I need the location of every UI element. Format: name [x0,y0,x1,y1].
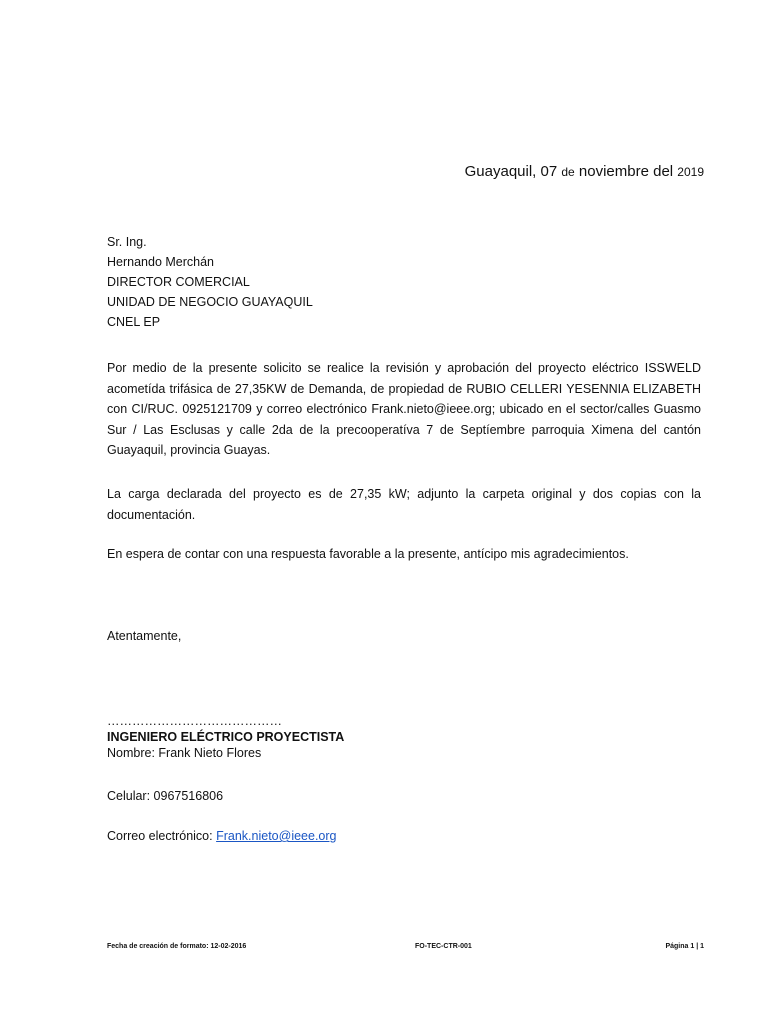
signature-name: Nombre: Frank Nieto Flores [107,746,262,760]
closing-salutation: Atentamente, [107,629,182,643]
contact-email-line [107,829,337,843]
footer-page-number: Página 1 | 1 [665,943,704,950]
addressee-company: CNEL EP [107,315,161,329]
addressee-block [107,232,313,332]
contact-email-link[interactable]: Frank.nieto@ieee.org [216,829,337,843]
date-day: 07 [540,163,558,180]
signature-line: …………………………………… [107,714,282,728]
addressee-unit: UNIDAD DE NEGOCIO GUAYAQUIL [107,295,313,309]
date-year: 2019 [677,165,704,179]
footer-created-date: Fecha de creación de formato: 12-02-2016 [107,943,247,950]
date-month: noviembre del [578,163,674,180]
addressee-position: DIRECTOR COMERCIAL [107,275,250,289]
footer-form-code: FO-TEC-CTR-001 [415,943,472,950]
contact-email-label: Correo electrónico: [107,829,213,843]
body-paragraph-thanks: En espera de contar con una respuesta favorable a la presente, antícipo mis agradecimientos. [107,547,629,561]
addressee-title: Sr. Ing. [107,235,147,249]
date-line [465,163,704,180]
date-de: de [561,165,575,179]
body-paragraph-load: La carga declarada del proyecto es de 27,35 kW; adjunto la carpeta original y dos copias con la documentación. [107,487,701,522]
addressee-name: Hernando Merchán [107,255,215,269]
date-city: Guayaquil, [464,163,537,180]
signature-title: INGENIERO ELÉCTRICO PROYECTISTA [107,730,345,744]
contact-phone: Celular: 0967516806 [107,789,224,803]
body-paragraph-request: Por medio de la presente solicito se realice la revisión y aprobación del proyecto eléctrico ISSWELD acometída trifásica de 27,35KW de Demanda, de propiedad de RUBIO CELLERI YESENNIA ELIZABETH con CI/RUC. 0925121709 y correo electrónico Frank.nieto@ieee.org; ubicado en el sector/calles Guasmo Sur / Las Esclusas y calle 2da de la precooperatíva 7 de Septíembre parroquia Ximena del cantón Guayaquil, provincia Guayas. [107,361,701,457]
signature-block [107,713,344,761]
